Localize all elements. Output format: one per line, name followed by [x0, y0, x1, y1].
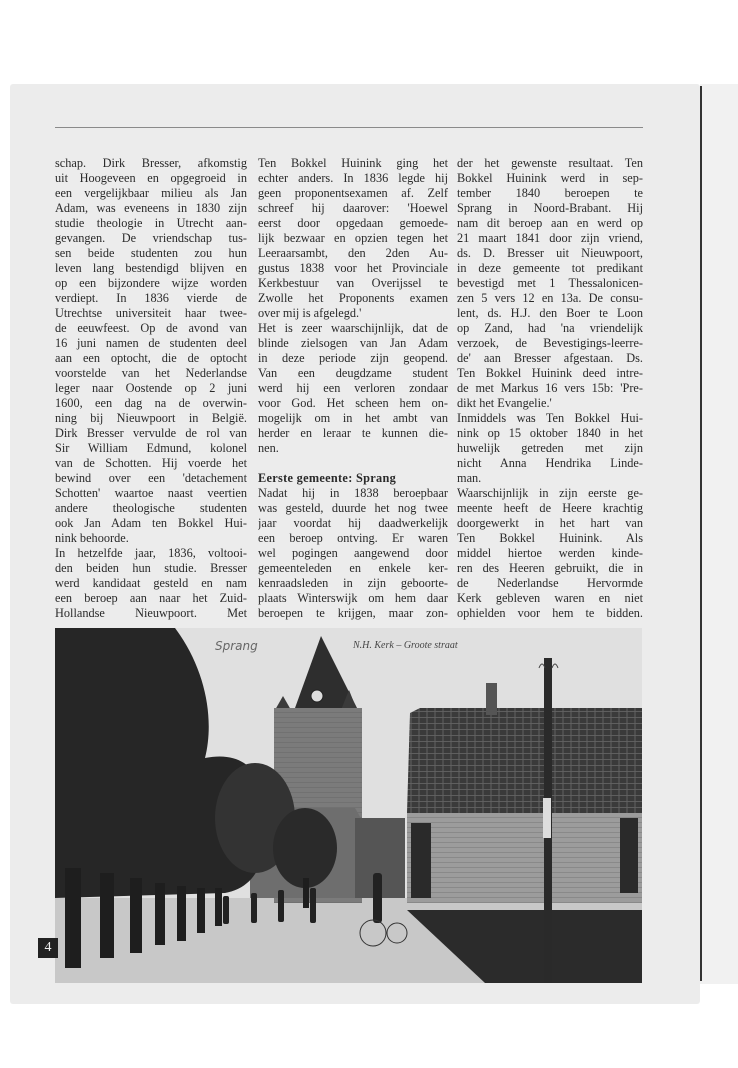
- text-line: Kerk gebleven waren en niet: [457, 591, 643, 605]
- text-line: voorstelde van het Nederlandse: [55, 366, 247, 380]
- text-line: schreef hij daarover: 'Hoewel: [258, 201, 448, 215]
- text-line: leven lang bestendigd blijven en: [55, 261, 247, 275]
- text-line: van de Schotten. Hij voerde het: [55, 456, 247, 470]
- photo-caption-place: Sprang: [215, 639, 258, 653]
- text-line: een beroep aan naar het Zuid-: [55, 591, 247, 605]
- text-line: 1600, een dag na de overwin-: [55, 396, 247, 410]
- text-line: de eeuwfeest. Op de avond van: [55, 321, 247, 335]
- page-gutter-line: [700, 86, 702, 981]
- text-line: werd hij een verloren zondaar: [258, 381, 448, 395]
- text-line: nen.: [258, 441, 279, 455]
- text-line: 21 maart 1841 door zijn vriend,: [457, 231, 643, 245]
- text-line: lijk bezwaar en opzien tegen het: [258, 231, 448, 245]
- text-line: In hetzelfde jaar, 1836, voltooi-: [55, 546, 247, 560]
- text-line: de' aan Bresser afgestaan. Ds.: [457, 351, 643, 365]
- text-line: Ten Bokkel Huinink ging het: [258, 156, 448, 170]
- page-number: 4: [38, 938, 58, 958]
- clock: [311, 690, 323, 702]
- text-line: de Nederlandse Hervormde: [457, 576, 643, 590]
- text-line: huwelijk getreden met zijn: [457, 441, 643, 455]
- text-line: jaar voordat hij daadwerkelijk: [258, 516, 448, 530]
- text-line: uit Hoogeveen en opgegroeid in: [55, 171, 247, 185]
- text-line: Kerkbestuur van Overijssel te: [258, 276, 448, 290]
- text-line: gevangen. De vriendschap tus-: [55, 231, 247, 245]
- text-line: echter anders. In 1836 legde hij: [258, 171, 448, 185]
- text-line: op Zand, had 'na vriendelijk: [457, 321, 643, 335]
- text-line: in deze gemeente tot predikant: [457, 261, 643, 275]
- text-line: mogelijk om in het ambt van: [258, 411, 448, 425]
- text-line: plaats Winterswijk om hem daar: [258, 591, 448, 605]
- text-line: blinde zielsogen van Jan Adam: [258, 336, 448, 350]
- text-line: een beroep ontving. Er waren: [258, 531, 448, 545]
- text-column-1: [55, 156, 247, 621]
- text-line: beroepen te krijgen, maar zon-: [258, 606, 448, 620]
- text-line: over mij is afgelegd.': [258, 306, 362, 320]
- text-line: ning bij Nieuwpoort in België.: [55, 411, 247, 425]
- text-line: tember 1840 beroepen te: [457, 186, 643, 200]
- text-line: verdiept. In 1836 vierde de: [55, 291, 247, 305]
- historic-photo-sprang-street: [55, 628, 642, 983]
- text-line: man.: [457, 471, 482, 485]
- text-line: Bokkel Huinink werd in sep-: [457, 171, 643, 185]
- text-line: nicht Anna Hendrika Linde-: [457, 456, 643, 470]
- text-line: ren des Heeren gebruikt, die in: [457, 561, 643, 575]
- text-line: sen beide studenten zou hun: [55, 246, 247, 260]
- text-line: kenraadsleden in zijn geboorte-: [258, 576, 448, 590]
- next-page-edge: [700, 84, 738, 984]
- text-line: nink behoorde.: [55, 531, 129, 545]
- section-heading: Eerste gemeente: Sprang: [258, 471, 397, 485]
- text-line: ds. D. Bresser uit Nieuwpoort,: [457, 246, 643, 260]
- text-line: Nadat hij in 1838 beroepbaar: [258, 486, 448, 500]
- text-line: ophielden voor hem te bidden.: [457, 606, 643, 620]
- text-line: Leeraarsambt, den 2den Au-: [258, 246, 448, 260]
- text-line: een vergelijkbaar milieu als Jan: [55, 186, 247, 200]
- text-line: Zwolle het Proponents examen: [258, 291, 448, 305]
- text-line: werd kandidaat gesteld en nam: [55, 576, 247, 590]
- text-line: gustus 1838 voor het Provinciale: [258, 261, 448, 275]
- text-line: geen proponentsexamen af. Zelf: [258, 186, 448, 200]
- text-line: Sir William Edmund, kolonel: [55, 441, 247, 455]
- text-line: aan een optocht, die de optocht: [55, 351, 247, 365]
- text-line: Van een deugdzame student: [258, 366, 448, 380]
- photo-caption-title: N.H. Kerk – Groote straat: [353, 640, 458, 651]
- text-line: was gesteld, duurde het nog twee: [258, 501, 448, 515]
- text-line: der het gewenste resultaat. Ten: [457, 156, 643, 170]
- text-line: lent, ds. H.J. den Boer te Loon: [457, 306, 643, 320]
- text-line: leger naar Oostende op 2 juni: [55, 381, 247, 395]
- header-rule: [55, 127, 643, 128]
- text-line: doorgewerkt in het hart van: [457, 516, 643, 530]
- text-line: herder en leraar te kunnen die-: [258, 426, 448, 440]
- text-line: Ten Bokkel Huinink. Als: [457, 531, 643, 545]
- text-line: nam dit beroep aan en werd op: [457, 216, 643, 230]
- text-line: Ten Bokkel Huinink deed intre-: [457, 366, 643, 380]
- text-line: Dirk Bresser vervulde de rol van: [55, 426, 247, 440]
- text-line: Utrechtse universiteit haar twee-: [55, 306, 247, 320]
- text-line: schap. Dirk Bresser, afkomstig: [55, 156, 247, 170]
- text-line: eerst door opgedaan gemoede-: [258, 216, 448, 230]
- text-line: gemeenteleden en enkele ker-: [258, 561, 448, 575]
- text-line: middel hiertoe werden kinde-: [457, 546, 643, 560]
- text-line: voor God. Het scheen hem on-: [258, 396, 448, 410]
- text-line: de met Markus 16 vers 15b: 'Pre-: [457, 381, 643, 395]
- text-line: meente heeft de Heere krachtig: [457, 501, 643, 515]
- text-line: in deze periode zijn geopend.: [258, 351, 448, 365]
- text-line: den beiden hun studie. Bresser: [55, 561, 247, 575]
- text-line: zen 5 vers 12 en 13a. De consu-: [457, 291, 643, 305]
- text-line: bewind over een 'detachement: [55, 471, 247, 485]
- text-line: wel pogingen aangewend door: [258, 546, 448, 560]
- paragraph-gap: [258, 456, 448, 471]
- text-column-2: [258, 156, 448, 621]
- text-line: nink op 15 oktober 1840 in het: [457, 426, 643, 440]
- text-line: studie theologie in Utrecht aan-: [55, 216, 247, 230]
- text-line: op een bijzondere wijze worden: [55, 276, 247, 290]
- text-line: bevestigd met 1 Thessalonicen-: [457, 276, 643, 290]
- text-line: ook Jan Adam ten Bokkel Hui-: [55, 516, 247, 530]
- text-line: Het is zeer waarschijnlijk, dat de: [258, 321, 448, 335]
- text-line: 16 juni namen de studenten deel: [55, 336, 247, 350]
- text-line: andere theologische studenten: [55, 501, 247, 515]
- text-column-3: [457, 156, 643, 621]
- text-line: dikt het Evangelie.': [457, 396, 552, 410]
- text-line: Inmiddels was Ten Bokkel Hui-: [457, 411, 643, 425]
- tiled-house: [407, 683, 642, 983]
- text-line: Schotten' waartoe naast veertien: [55, 486, 247, 500]
- text-line: Hollandse Nieuwpoort. Met: [55, 606, 247, 620]
- text-line: Sprang in Noord-Brabant. Hij: [457, 201, 643, 215]
- text-line: verzoek, de Bevestigings-leerre-: [457, 336, 643, 350]
- text-line: Adam, was eveneens in 1830 zijn: [55, 201, 247, 215]
- text-line: Waarschijnlijk in zijn eerste ge-: [457, 486, 643, 500]
